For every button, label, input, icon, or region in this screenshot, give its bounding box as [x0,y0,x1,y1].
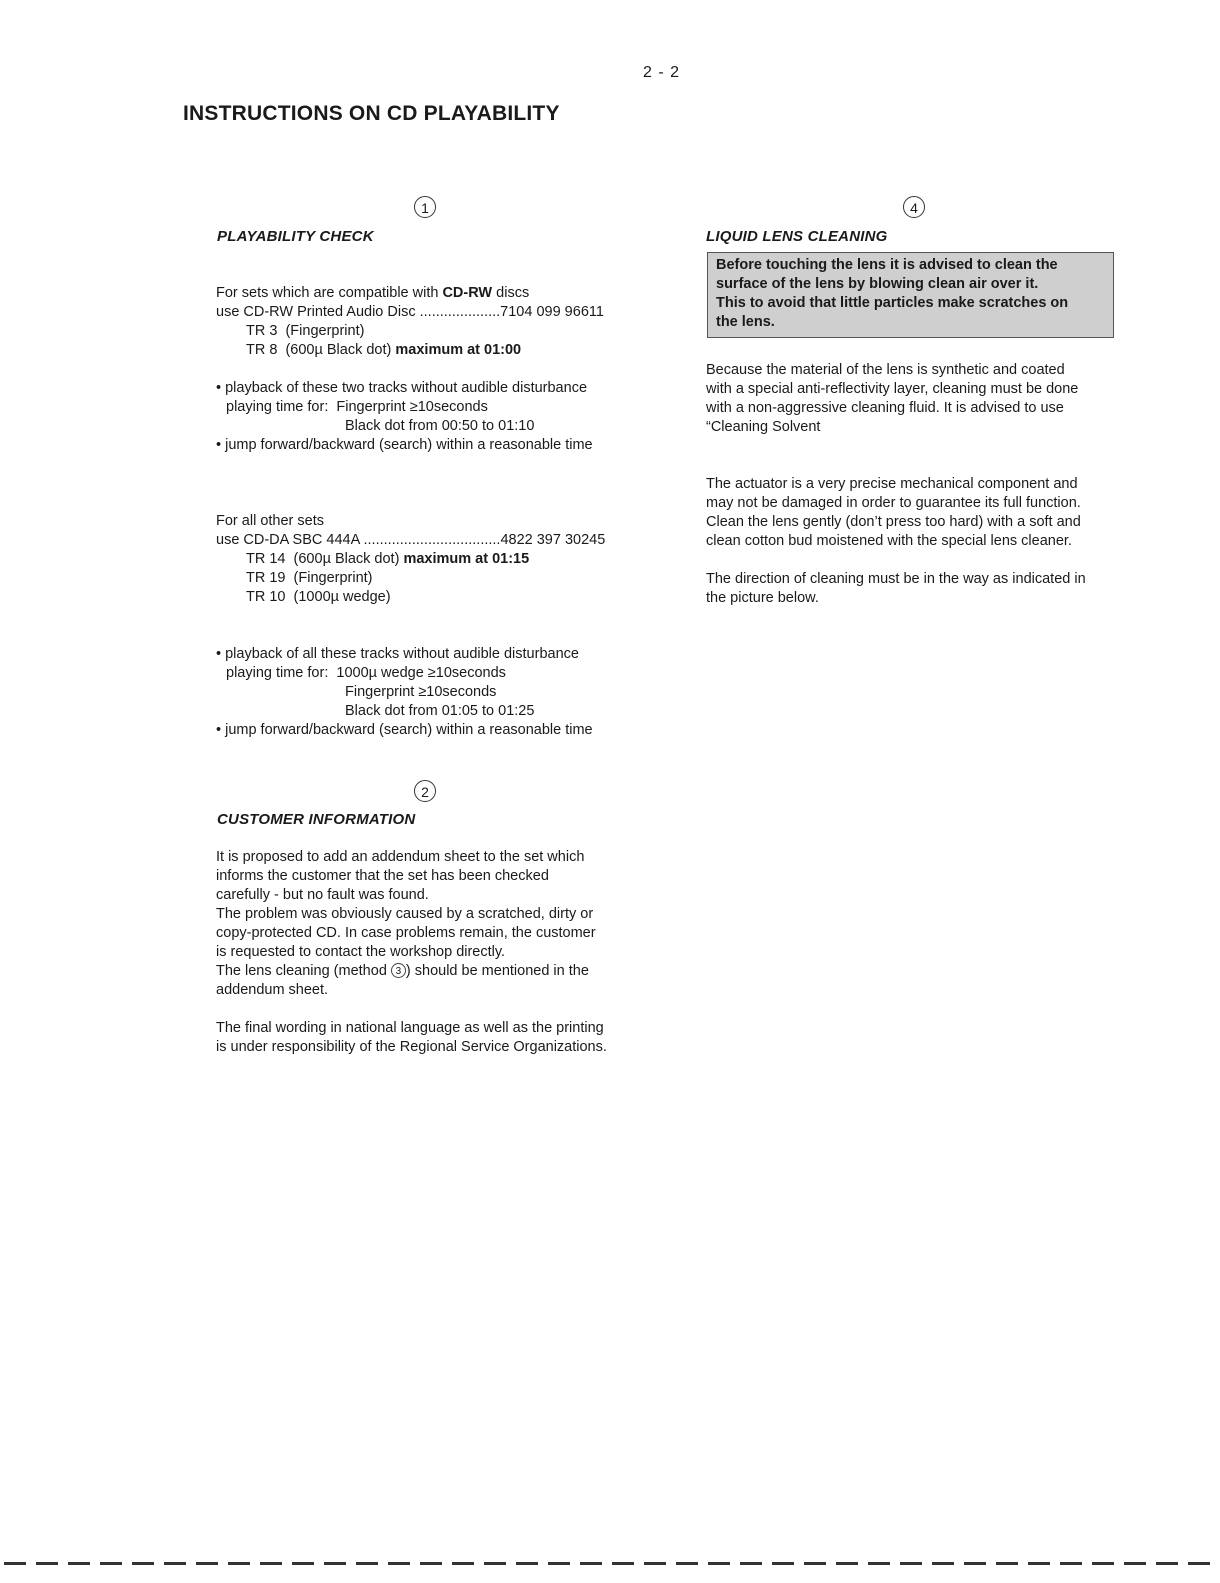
final-wording-line: The final wording in national language as well as the printing [216,1020,604,1036]
footer-dash [676,1562,698,1565]
other-track-14-text: TR 14 (600µ Black dot) [246,551,404,567]
cdrw-bullet-search: • jump forward/backward (search) within a reasonable time [216,437,593,453]
cdrw-playing-time: playing time for: Fingerprint ≥10seconds [226,399,488,415]
page-number: 2 - 2 [643,64,681,81]
footer-dash [900,1562,922,1565]
footer-dash [388,1562,410,1565]
lens-reference-text: The lens cleaning (method [216,963,391,979]
section-heading-customer-information: CUSTOMER INFORMATION [217,811,416,828]
other-track-14 [216,550,656,569]
footer-dash [452,1562,474,1565]
footer-dash [740,1562,762,1565]
customer-info-line: carefully - but no fault was found. [216,887,429,903]
footer-dash [1156,1562,1178,1565]
footer-dash [292,1562,314,1565]
footer-dash [36,1562,58,1565]
final-wording-line: is under responsibility of the Regional Service Organizations. [216,1039,607,1055]
method-number-badge: 3 [391,963,406,978]
customer-info-line: is requested to contact the workshop directly. [216,944,506,960]
cdrw-track-8-text: TR 8 (600µ Black dot) [246,342,396,358]
footer-dash [516,1562,538,1565]
footer-dash [1124,1562,1146,1565]
footer-dash [1060,1562,1082,1565]
lens-cleaning-body [706,361,1136,608]
footer-dash [228,1562,250,1565]
footer-dash [644,1562,666,1565]
customer-info-line: addendum sheet. [216,982,329,998]
section-number-badge: 1 [414,196,436,218]
other-track-14-bold: maximum at 01:15 [403,551,530,567]
lens-cleaning-notice-box [707,252,1114,338]
lens-cleaning-reference [216,962,656,981]
footer-dash [612,1562,634,1565]
notice-line: surface of the lens by blowing clean air over it. [716,276,1039,292]
actuator-paragraph-line: may not be damaged in order to guarantee its full function. [706,495,1081,511]
section-heading-liquid-lens-cleaning: LIQUID LENS CLEANING [706,228,888,245]
other-disc-line: use CD-DA SBC 444A ..................................4822 397 30245 [216,532,606,548]
footer-dash [1092,1562,1114,1565]
other-bullet-search: • jump forward/backward (search) within a reasonable time [216,722,593,738]
customer-info-line: The problem was obviously caused by a scratched, dirty or [216,906,594,922]
cdrw-intro-bold: CD-RW [442,285,493,301]
footer-dash [708,1562,730,1565]
cdrw-disc-line: use CD-RW Printed Audio Disc ....................7104 099 96611 [216,304,604,320]
footer-dash [996,1562,1018,1565]
cdrw-black-dot: Black dot from 00:50 to 01:10 [345,418,535,434]
customer-info-line: It is proposed to add an addendum sheet to the set which [216,849,585,865]
other-playing-time: playing time for: 1000µ wedge ≥10seconds [226,665,506,681]
footer-dash [100,1562,122,1565]
footer-dash [932,1562,954,1565]
footer-dash [260,1562,282,1565]
notice-line: This to avoid that little particles make scratches on [716,295,1069,311]
lens-reference-post: ) should be mentioned in the [405,963,589,979]
footer-dash [836,1562,858,1565]
footer-dash [132,1562,154,1565]
footer-dash [324,1562,346,1565]
direction-paragraph-line: The direction of cleaning must be in the way as indicated in [706,571,1086,587]
footer-dash [420,1562,442,1565]
other-sets-intro: For all other sets [216,513,324,529]
footer-dash [68,1562,90,1565]
footer-dash [964,1562,986,1565]
footer-dash [484,1562,506,1565]
footer-dash [868,1562,890,1565]
other-fingerprint: Fingerprint ≥10seconds [345,684,497,700]
playability-check-body [216,284,656,740]
lens-paragraph-line: with a non-aggressive cleaning fluid. It is advised to use [706,400,1064,416]
cdrw-track-8-bold: maximum at 01:00 [395,342,522,358]
other-track-10: TR 10 (1000µ wedge) [246,589,391,605]
footer-dashed-rule [0,1562,1220,1566]
footer-dash [356,1562,378,1565]
cdrw-track-3: TR 3 (Fingerprint) [246,323,365,339]
footer-dash [772,1562,794,1565]
section-number-badge: 2 [414,780,436,802]
actuator-paragraph-line: The actuator is a very precise mechanical component and [706,476,1078,492]
other-bullet-playback: • playback of all these tracks without audible disturbance [216,646,579,662]
footer-dash [1028,1562,1050,1565]
section-number-badge: 4 [903,196,925,218]
footer-dash [548,1562,570,1565]
actuator-paragraph-line: clean cotton bud moistened with the special lens cleaner. [706,533,1072,549]
other-black-dot: Black dot from 01:05 to 01:25 [345,703,535,719]
customer-information-body [216,848,656,1057]
footer-dash [164,1562,186,1565]
lens-paragraph-line: “Cleaning Solvent [706,419,821,435]
lens-paragraph-line: Because the material of the lens is synthetic and coated [706,362,1065,378]
lens-paragraph-line: with a special anti-reflectivity layer, cleaning must be done [706,381,1079,397]
customer-info-line: informs the customer that the set has been checked [216,868,549,884]
notice-line: the lens. [716,314,775,330]
footer-dash [804,1562,826,1565]
cdrw-bullet-playback: • playback of these two tracks without audible disturbance [216,380,588,396]
actuator-paragraph-line: Clean the lens gently (don’t press too hard) with a soft and [706,514,1081,530]
cdrw-intro-post: discs [492,285,530,301]
other-track-19: TR 19 (Fingerprint) [246,570,373,586]
customer-info-line: copy-protected CD. In case problems remain, the customer [216,925,596,941]
footer-dash [1188,1562,1210,1565]
footer-dash [196,1562,218,1565]
cdrw-track-8 [216,341,656,360]
cdrw-intro [216,284,656,303]
cdrw-intro-text: For sets which are compatible with [216,285,443,301]
footer-dash [580,1562,602,1565]
section-heading-playability-check: PLAYABILITY CHECK [217,228,374,245]
footer-dash [4,1562,26,1565]
page-title: INSTRUCTIONS ON CD PLAYABILITY [183,102,560,125]
notice-line: Before touching the lens it is advised to clean the [716,257,1058,273]
direction-paragraph-line: the picture below. [706,590,819,606]
